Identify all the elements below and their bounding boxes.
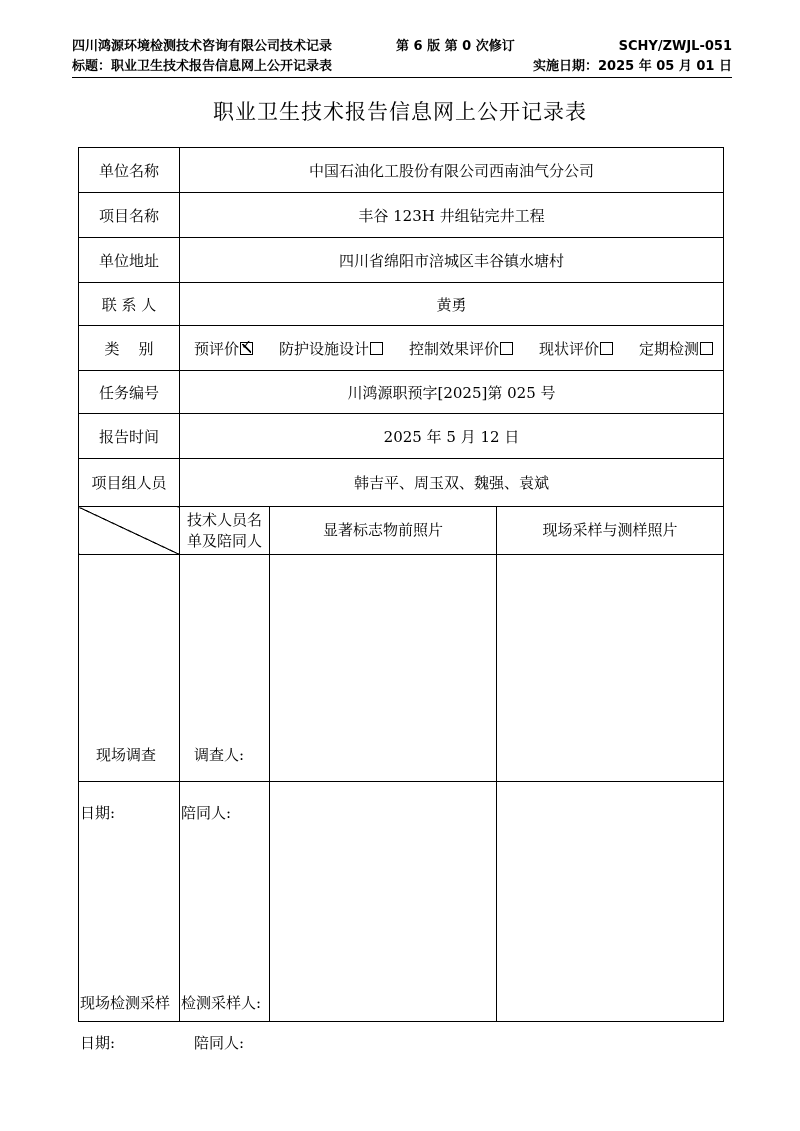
checked-checkbox-icon[interactable]: [240, 342, 253, 355]
row-unit-name: [79, 148, 724, 193]
report-time-value: 2025 年 5 月 12 日: [180, 414, 724, 459]
row-team: [79, 459, 724, 507]
row-unit-address: [79, 238, 724, 283]
row-project-name: [79, 193, 724, 238]
row-survey: [79, 555, 724, 782]
header-divider: [72, 77, 732, 78]
contact-value: 黄勇: [180, 283, 724, 326]
survey-date-label: 日期:: [80, 804, 116, 822]
diagonal-header-cell: [79, 507, 180, 555]
row-task-number: [79, 371, 724, 414]
company-record-text: 四川鸿源环境检测技术咨询有限公司技术记录: [72, 39, 333, 54]
sampler-label: 检测采样人:: [181, 993, 262, 1012]
row-photo-header: [79, 507, 724, 555]
checkbox-icon[interactable]: [500, 342, 513, 355]
unit-address-value: 四川省绵阳市涪城区丰谷镇水塘村: [180, 238, 724, 283]
staff-header-line1: 技术人员名: [186, 510, 262, 529]
category-option-label: 防护设施设计: [278, 339, 369, 358]
row-category: [79, 326, 724, 371]
task-number-value: 川鸿源职预字[2025]第 025 号: [180, 371, 724, 414]
category-option[interactable]: [279, 338, 383, 359]
checkbox-icon[interactable]: [600, 342, 613, 355]
category-option[interactable]: [539, 338, 613, 359]
unit-name-value: 中国石油化工股份有限公司西南油气分公司: [180, 148, 724, 193]
survey-companion-label: 陪同人:: [181, 804, 232, 822]
survey-staff-cell: [180, 555, 270, 822]
survey-sampling-photo: [497, 555, 724, 782]
staff-column-header: [180, 507, 270, 555]
doc-code-text: SCHY/ZWJL-051: [618, 39, 732, 54]
task-number-label: 任务编号: [79, 371, 180, 414]
investigator-label: 调查人:: [194, 746, 245, 764]
category-option-label: 定期检测: [638, 339, 699, 358]
project-name-value: 丰谷 123H 井组钻完井工程: [180, 193, 724, 238]
row-report-time: [79, 414, 724, 459]
survey-landmark-photo: [270, 555, 497, 782]
category-options: [180, 326, 724, 371]
category-option-label: 现状评价: [538, 339, 599, 358]
detection-companion-label: 陪同人:: [194, 1033, 245, 1052]
report-time-label: 报告时间: [79, 414, 180, 459]
row-detection: [79, 782, 724, 1022]
checkbox-icon[interactable]: [370, 342, 383, 355]
record-table: [78, 147, 724, 1052]
category-option[interactable]: [194, 338, 253, 359]
title-line-text: 标题：职业卫生技术报告信息网上公开记录表: [72, 59, 333, 74]
checkbox-icon[interactable]: [700, 342, 713, 355]
survey-label-cell: [79, 555, 180, 822]
sampling-photo-header: 现场采样与测样照片: [497, 507, 724, 555]
version-text: 第 6 版 第 0 次修订: [396, 39, 515, 54]
category-option[interactable]: [409, 338, 513, 359]
effective-date-text: 实施日期：2025 年 05 月 01 日: [533, 59, 732, 74]
contact-label: 联 系 人: [79, 283, 180, 326]
unit-name-label: 单位名称: [79, 148, 180, 193]
page-title: 职业卫生技术报告信息网上公开记录表: [213, 100, 587, 124]
team-value: 韩吉平、周玉双、魏强、袁斌: [180, 459, 724, 507]
row-contact: [79, 283, 724, 326]
staff-header-line2: 单及陪同人: [186, 531, 262, 550]
detection-label: 现场检测采样: [80, 993, 171, 1012]
detection-landmark-photo: [270, 782, 497, 1022]
header-row-1: [72, 38, 732, 56]
detection-sampling-photo: [497, 782, 724, 1022]
survey-label: 现场调查: [96, 746, 157, 764]
category-label: 类 别: [79, 326, 180, 371]
landmark-photo-header: 显著标志物前照片: [270, 507, 497, 555]
unit-address-label: 单位地址: [79, 238, 180, 283]
project-name-label: 项目名称: [79, 193, 180, 238]
category-option[interactable]: [639, 338, 713, 359]
category-option-label: 预评价: [194, 339, 240, 358]
team-label: 项目组人员: [79, 459, 180, 507]
category-option-label: 控制效果评价: [408, 339, 499, 358]
header-row-2: [72, 58, 732, 76]
detection-date-label: 日期:: [80, 1033, 116, 1052]
